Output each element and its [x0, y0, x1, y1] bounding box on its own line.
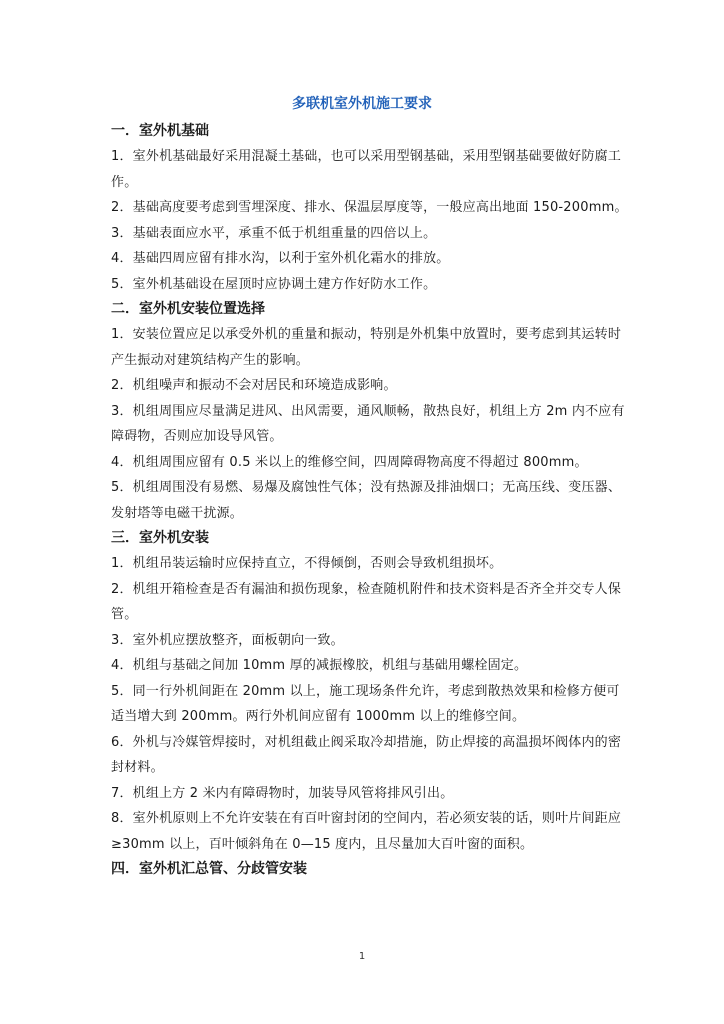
section-heading: 三．室外机安装	[111, 530, 209, 546]
list-item: 7．机组上方 2 米内有障碍物时，加装导风管将排风引出。	[111, 785, 454, 801]
list-item: 5．同一行外机间距在 20mm 以上，施工现场条件允许，考虑到散热效果和检修方便可适当增大到 200mm。两行外机间应留有 1000mm 以上的维修空间。	[111, 683, 620, 724]
section-heading: 二．室外机安装位置选择	[111, 301, 265, 317]
section-heading: 一．室外机基础	[111, 123, 209, 139]
list-item: 8．室外机原则上不允许安装在有百叶窗封闭的空间内，若必须安装的话，则叶片间距应≥30mm 以上，百叶倾斜角在 0—15 度内，且尽量加大百叶窗的面积。	[111, 811, 622, 852]
list-item: 2．机组噪声和振动不会对居民和环境造成影响。	[111, 378, 397, 393]
list-item: 1．室外机基础最好采用混凝土基础，也可以采用型钢基础，采用型钢基础要做好防腐工作。	[111, 149, 622, 190]
list-item: 3．机组周围应尽量满足进风、出风需要，通风顺畅，散热良好，机组上方 2m 内不应有障碍物，否则应加设导风管。	[111, 403, 625, 444]
list-item: 6．外机与冷媒管焊接时，对机组截止阀采取冷却措施，防止焊接的高温损坏阀体内的密封材料。	[111, 734, 622, 775]
document-body	[111, 119, 631, 882]
list-item: 5．机组周围没有易燃、易爆及腐蚀性气体；没有热源及排油烟口；无高压线、变压器、发射塔等电磁干扰源。	[111, 480, 622, 521]
page-number: 1	[358, 951, 366, 962]
list-item: 4．机组与基础之间加 10mm 厚的减振橡胶，机组与基础用螺栓固定。	[111, 658, 528, 673]
section-heading: 四．室外机汇总管、分歧管安装	[111, 861, 307, 877]
document-title: 多联机室外机施工要求	[292, 96, 432, 112]
list-item: 3．基础表面应水平，承重不低于机组重量的四倍以上。	[111, 225, 437, 241]
list-item: 1．安装位置应足以承受外机的重量和振动，特别是外机集中放置时，要考虑到其运转时产生振动对建筑结构产生的影响。	[111, 327, 622, 368]
list-item: 1．机组吊装运输时应保持直立，不得倾倒，否则会导致机组损坏。	[111, 556, 503, 571]
list-item: 4．机组周围应留有 0.5 米以上的维修空间，四周障碍物高度不得超过 800mm。	[111, 454, 588, 470]
list-item: 2．机组开箱检查是否有漏油和损伤现象，检查随机附件和技术资料是否齐全并交专人保管。	[111, 581, 622, 622]
list-item: 4．基础四周应留有排水沟，以利于室外机化霜水的排放。	[111, 251, 450, 266]
list-item: 2．基础高度要考虑到雪埋深度、排水、保温层厚度等，一般应高出地面 150-200mm。	[111, 200, 628, 215]
list-item: 5．室外机基础设在屋顶时应协调土建方作好防水工作。	[111, 276, 437, 292]
list-item: 3．室外机应摆放整齐，面板朝向一致。	[111, 632, 344, 648]
